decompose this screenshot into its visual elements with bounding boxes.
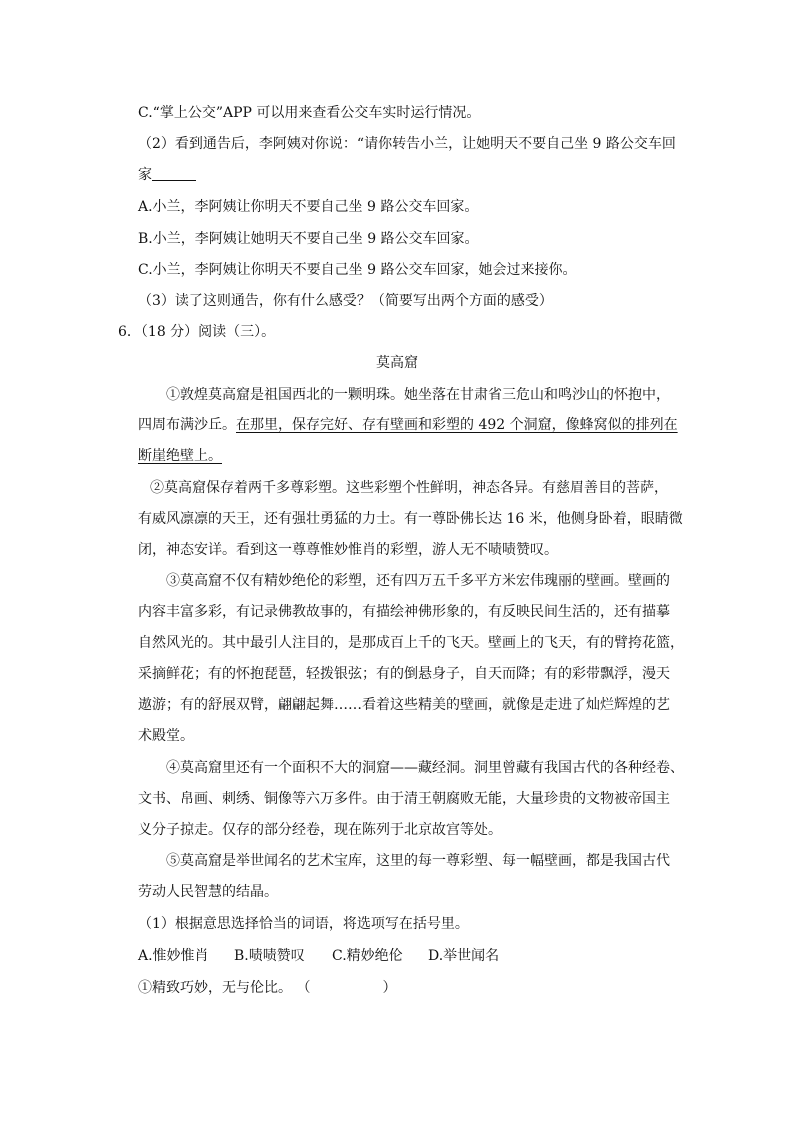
item-1-text: ①精致巧妙，无与伦比。 — [138, 980, 292, 996]
choice-c: C.精妙绝伦 — [332, 948, 403, 964]
passage-p1-plain: 四周布满沙丘。 — [138, 417, 236, 433]
passage-p2-line2: 有威风凛凛的天王，还有强壮勇猛的力士。有一尊卧佛长达 16 米，他侧身卧着，眼睛微 — [138, 511, 683, 527]
option-c: C.小兰，李阿姨让你明天不要自己坐 9 路公交车回家，她会过来接你。 — [138, 262, 577, 278]
answer-blank[interactable] — [152, 166, 196, 181]
answer-paren-open: （ — [296, 980, 311, 996]
passage-p2-line1: ②莫高窟保存着两千多尊彩塑。这些彩塑个性鲜明，神态各异。有慈眉善目的菩萨， — [150, 480, 668, 496]
passage-p1-line2 — [138, 415, 678, 435]
passage-p1-line3: 断崖绝壁上。 — [138, 448, 222, 464]
passage-p3-line1: ③莫高窟不仅有精妙绝伦的彩塑，还有四万五千多平方米宏伟瑰丽的壁画。壁画的 — [166, 573, 670, 589]
passage-p1-underlined: 在那里，保存完好、存有壁画和彩塑的 492 个洞窟，像蜂窝似的排列在 — [236, 417, 678, 433]
option-a: A.小兰，李阿姨让你明天不要自己坐 9 路公交车回家。 — [138, 199, 479, 215]
item-1 — [138, 978, 396, 998]
passage-p3-line6: 术殿堂。 — [138, 728, 194, 744]
choice-b: B.啧啧赞叹 — [234, 948, 305, 964]
passage-p3-line4: 采摘鲜花；有的怀抱琵琶，轻拨银弦；有的倒悬身子，自天而降；有的彩带飘浮，漫天 — [138, 666, 670, 682]
passage-p3-line2: 内容丰富多彩，有记录佛教故事的，有描绘神佛形象的，有反映民间生活的，还有描摹 — [138, 604, 670, 620]
passage-p3-line3: 自然风光的。其中最引人注目的，是那成百上千的飞天。壁画上的飞天，有的臂挎花篮， — [138, 635, 684, 651]
passage-p4-line3: 义分子掠走。仅存的部分经卷，现在陈列于北京故宫等处。 — [138, 822, 502, 838]
passage-p5-line1: ⑤莫高窟是举世闻名的艺术宝库，这里的每一尊彩塑、每一幅壁画，都是我国古代 — [166, 853, 670, 869]
passage-p1-line1: ①敦煌莫高窟是祖国西北的一颗明珠。她坐落在甘肃省三危山和鸣沙山的怀抱中， — [166, 387, 670, 403]
sub-question-3: （3）读了这则通告，你有什么感受？（简要写出两个方面的感受） — [138, 293, 553, 309]
sub-question-1: （1）根据意思选择恰当的词语，将选项写在括号里。 — [138, 916, 469, 932]
passage-p4-line2: 文书、帛画、刺绣、铜像等六万多件。由于清王朝腐败无能，大量珍贵的文物被帝国主 — [138, 791, 670, 807]
question-6-heading: 6．（18 分）阅读（三）。 — [118, 324, 276, 340]
passage-p5-line2: 劳动人民智慧的结晶。 — [138, 884, 278, 900]
passage-title: 莫高窟 — [376, 355, 418, 371]
passage-p3-line5: 遨游；有的舒展双臂，翩翩起舞……看着这些精美的壁画，就像是走进了灿烂辉煌的艺 — [138, 697, 670, 713]
answer-paren-close: ） — [382, 980, 397, 996]
choice-a: A.惟妙惟肖 — [138, 948, 209, 964]
choice-d: D.举世闻名 — [428, 948, 500, 964]
sub-question-2: （2）看到通告后，李阿姨对你说：“请你转告小兰，让她明天不要自己坐 9 路公交车回 — [138, 136, 676, 152]
passage-p4-line1: ④莫高窟里还有一个面积不大的洞窟——藏经洞。洞里曾藏有我国古代的各种经卷、 — [166, 760, 684, 776]
sub-question-2-cont — [138, 165, 196, 185]
sub-question-2-tail: 家 — [138, 167, 152, 183]
passage-p2-line3: 闭，神态安详。看到这一尊尊惟妙惟肖的彩塑，游人无不啧啧赞叹。 — [138, 542, 558, 558]
option-c-text: C.“掌上公交”APP 可以用来查看公交车实时运行情况。 — [138, 105, 481, 121]
option-b: B.小兰，李阿姨让她明天不要自己坐 9 路公交车回家。 — [138, 231, 479, 247]
